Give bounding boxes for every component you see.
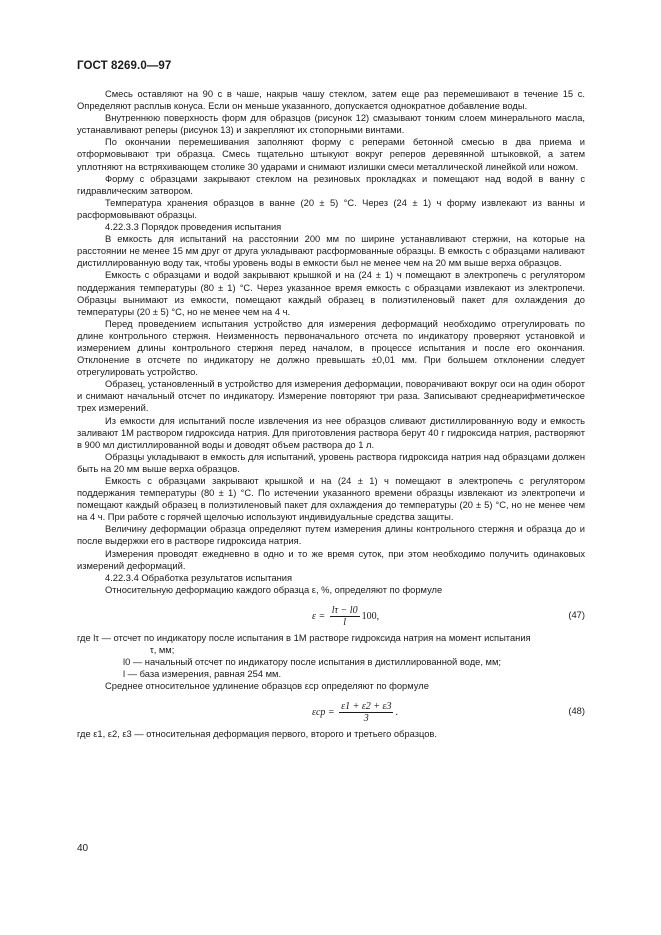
paragraph: Смесь оставляют на 90 с в чаше, накрыв чашу стеклом, затем еще раз перемешивают в течение 15 с. Определяют расплыв конуса. Если он меньше указанного, допускается однократное добавление воды.	[77, 89, 585, 112]
paragraph: Емкость с образцами и водой закрывают крышкой и на (24 ± 1) ч помещают в электропечь с регулятором поддержания температуры (80 ± 1) °С. Через указанное время емкость с образцами извлекают из электропечи. Образцы вынимают из емкости, помещают каждый образец в полиэтиленовый пакет для охлаждения до температуры (20 ± 5) °С, но не менее чем на 4 ч.	[77, 270, 585, 317]
formula-47-lhs: ε =	[312, 610, 326, 622]
paragraph: Из емкости для испытаний после извлечения из нее образцов сливают дистиллированную воду и емкость заливают 1М раствором гидроксида натрия. Для приготовления раствора берут 40 г гидроксида натрия, растворяют в 900 мл дистиллированной воды и доводят объем раствора до 1 л.	[77, 415, 585, 450]
paragraph: Форму с образцами закрывают стеклом на резиновых прокладках и помещают над водой в ванну с гидравлическим затвором.	[77, 173, 585, 196]
formula-47-expression	[312, 605, 379, 628]
formula-47	[77, 598, 585, 630]
paragraph: Среднее относительное удлинение образцов εср определяют по формуле	[105, 681, 429, 692]
formula-47-denominator: l	[343, 616, 347, 628]
formula-47-definitions	[77, 632, 585, 680]
formula-47-number: (47)	[568, 609, 585, 620]
paragraph: В емкость для испытаний на расстоянии 200 мм по ширине устанавливают стержни, на которые на расстоянии не менее 15 мм друг от друга укладывают расформованные образцы. В емкость с образцами наливают дистиллированную воду так, чтобы уровень воды в емкости был не менее чем на 20 мм выше верха образцов.	[77, 234, 585, 269]
formula-48-fraction	[339, 701, 393, 724]
paragraph: Емкость с образцами закрывают крышкой и на (24 ± 1) ч помещают в электропечь с регулятором поддержания температуры (80 ± 1) °С. По истечении указанного времени образцы извлекают из электропечи и помещают каждый образец в полиэтиленовый пакет для охлаждения до температуры (20 ± 5) °С, но не менее чем на 4 ч. При работе с горячей щелочью используют индивидуальные средства защиты.	[77, 476, 585, 523]
formula-48-tail: .	[395, 707, 398, 719]
page-number: 40	[77, 843, 89, 854]
definition-l-tau: где lτ — отсчет по индикатору после испытания в 1М растворе гидроксида натрия на момент испытания	[77, 632, 531, 643]
formula-48-denominator: 3	[363, 713, 369, 725]
paragraph: Относительную деформацию каждого образца ε, %, определяют по формуле	[105, 584, 443, 595]
formula-48	[77, 694, 585, 726]
paragraph: Величину деформации образца определяют путем измерения длины контрольного стержня и образца до и после выдержки его в растворе гидроксида натрия.	[77, 524, 585, 547]
section-heading: 4.22.3.3 Порядок проведения испытания	[105, 222, 282, 233]
definition-l0: l0 — начальный отсчет по индикатору после испытания в дистиллированной воде, мм;	[123, 657, 502, 668]
document-header: ГОСТ 8269.0—97	[77, 60, 172, 72]
paragraph: Образец, установленный в устройство для измерения деформации, поворачивают вокруг оси на один оборот и снимают начальный отсчет по индикатору. Измерение повторяют три раза. Записывают среднеарифметическое трех измерений.	[77, 379, 585, 414]
formula-47-numerator: lτ − l0	[331, 604, 358, 616]
formula-48-number: (48)	[568, 706, 585, 717]
formula-47-fraction	[330, 605, 360, 628]
paragraph: Температура хранения образцов в ванне (20 ± 5) °С. Через (24 ± 1) ч форму извлекают из ванны и расформовывают образцы.	[77, 197, 585, 220]
definition-l: l — база измерения, равная 254 мм.	[123, 669, 282, 680]
paragraph: Образцы укладывают в емкость для испытаний, уровень раствора гидроксида натрия над образцами должен быть на 20 мм выше верха образцов.	[77, 451, 585, 474]
paragraph: Внутреннюю поверхность форм для образцов (рисунок 12) смазывают тонким слоем минерального масла, устанавливают реперы (рисунок 13) и закрепляют их стопорными винтами.	[77, 113, 585, 136]
formula-48-numerator: ε1 + ε2 + ε3	[341, 701, 392, 713]
formula-48-expression	[312, 701, 398, 724]
paragraph: По окончании перемешивания заполняют форму с реперами бетонной смесью в два приема и отформовывают три образца. Смесь тщательно штыкуют вокруг реперов деревянной штыковкой, а затем уплотняют на встряхивающем столике 30 ударами и снимают излишки смеси металлической линейкой или ножом.	[77, 137, 585, 172]
formula-47-tail: 100,	[361, 610, 380, 622]
section-heading: 4.22.3.4 Обработка результатов испытания	[105, 572, 293, 583]
paragraph: Перед проведением испытания устройство для измерения деформаций необходимо отрегулировать по длине контрольного стержня. Неизменность первоначального отсчета по индикатору проверяют установкой и измерением длины контрольного стержня перед началом, в процессе испытания и после его окончания. Отклонение в отсчете по индикатору не должно превышать ±0,01 мм. При большем отклонении следует отрегулировать устройство.	[77, 318, 585, 378]
paragraph: Измерения проводят ежедневно в одно и то же время суток, при этом необходимо получить одинаковых измерений деформаций.	[77, 548, 585, 571]
definition-l-tau-cont: τ, мм;	[150, 645, 175, 656]
formula-48-lhs: εср =	[312, 707, 335, 719]
formula-48-definitions: где ε1, ε2, ε3 — относительная деформация первого, второго и третьего образцов.	[77, 729, 437, 740]
document-body	[77, 88, 585, 741]
